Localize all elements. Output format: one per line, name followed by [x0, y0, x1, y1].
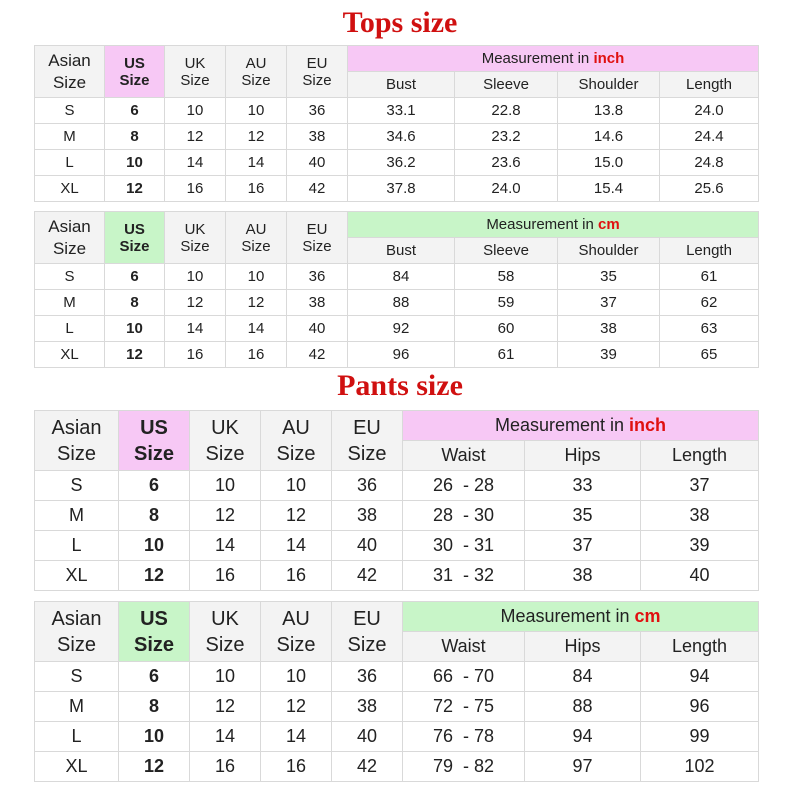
measurement-inch-header: Measurement in inch: [403, 411, 759, 441]
au-size-cell: 12: [226, 290, 287, 316]
asian-size-cell: S: [35, 98, 105, 124]
length-cell: 24.4: [660, 124, 759, 150]
table-row: [35, 501, 759, 531]
waist-cell: 30 - 31: [403, 531, 525, 561]
length-cell: 61: [660, 264, 759, 290]
asian-size-cell: XL: [35, 176, 105, 202]
pants-cm-table: [34, 601, 759, 782]
length-cell: 96: [641, 692, 759, 722]
uk-size-cell: 10: [165, 264, 226, 290]
waist-cell: 72 - 75: [403, 692, 525, 722]
us-size-header: US Size: [105, 212, 165, 264]
asian-size-cell: M: [35, 290, 105, 316]
hips-cell: 37: [525, 531, 641, 561]
au-size-cell: 12: [261, 501, 332, 531]
uk-size-header: UK Size: [165, 212, 226, 264]
length-cell: 94: [641, 662, 759, 692]
us-size-cell: 12: [119, 752, 190, 782]
eu-size-cell: 36: [287, 98, 348, 124]
hips-cell: 94: [525, 722, 641, 752]
shoulder-cell: 13.8: [558, 98, 660, 124]
uk-size-header: UK Size: [190, 411, 261, 471]
measurement-cm-header: Measurement in cm: [403, 602, 759, 632]
uk-size-cell: 16: [165, 176, 226, 202]
us-size-cell: 12: [105, 176, 165, 202]
hips-cell: 88: [525, 692, 641, 722]
table-row: [35, 531, 759, 561]
eu-size-header: EU Size: [287, 46, 348, 98]
asian-size-cell: S: [35, 264, 105, 290]
us-size-cell: 6: [119, 471, 190, 501]
us-size-cell: 10: [119, 531, 190, 561]
asian-size-cell: S: [35, 662, 119, 692]
length-cell: 102: [641, 752, 759, 782]
us-size-cell: 10: [119, 722, 190, 752]
uk-size-cell: 10: [165, 98, 226, 124]
length-cell: 24.0: [660, 98, 759, 124]
table-row: [35, 752, 759, 782]
uk-size-cell: 12: [190, 501, 261, 531]
asian-size-cell: M: [35, 501, 119, 531]
hips-cell: 33: [525, 471, 641, 501]
length-cell: 63: [660, 316, 759, 342]
bust-cell: 84: [348, 264, 455, 290]
col-sleeve: Sleeve: [455, 72, 558, 98]
us-size-cell: 8: [105, 290, 165, 316]
au-size-cell: 12: [226, 124, 287, 150]
hips-cell: 84: [525, 662, 641, 692]
us-size-cell: 12: [105, 342, 165, 368]
uk-size-cell: 16: [190, 752, 261, 782]
asian-size-cell: S: [35, 471, 119, 501]
asian-size-header: Asian Size: [35, 602, 119, 662]
asian-size-cell: L: [35, 150, 105, 176]
au-size-cell: 12: [261, 692, 332, 722]
length-cell: 24.8: [660, 150, 759, 176]
uk-size-header: UK Size: [190, 602, 261, 662]
col-hips: Hips: [525, 632, 641, 662]
table-row: [35, 692, 759, 722]
eu-size-cell: 38: [332, 692, 403, 722]
pants-inch-table: [34, 410, 759, 591]
us-size-cell: 8: [119, 692, 190, 722]
sleeve-cell: 60: [455, 316, 558, 342]
table-row: [35, 722, 759, 752]
eu-size-cell: 42: [287, 342, 348, 368]
table-row: [35, 561, 759, 591]
us-size-header: US Size: [119, 411, 190, 471]
us-size-cell: 8: [105, 124, 165, 150]
table-row: [35, 316, 759, 342]
bust-cell: 92: [348, 316, 455, 342]
measurement-cm-header: Measurement in cm: [348, 212, 759, 238]
col-shoulder: Shoulder: [558, 238, 660, 264]
col-length: Length: [660, 238, 759, 264]
col-bust: Bust: [348, 72, 455, 98]
uk-size-cell: 12: [165, 124, 226, 150]
asian-size-header: Asian Size: [35, 212, 105, 264]
col-length: Length: [641, 441, 759, 471]
shoulder-cell: 39: [558, 342, 660, 368]
au-size-header: AU Size: [226, 46, 287, 98]
table-row: [35, 342, 759, 368]
uk-size-cell: 10: [190, 662, 261, 692]
us-size-cell: 8: [119, 501, 190, 531]
shoulder-cell: 15.0: [558, 150, 660, 176]
table-row: [35, 264, 759, 290]
shoulder-cell: 14.6: [558, 124, 660, 150]
bust-cell: 36.2: [348, 150, 455, 176]
length-cell: 40: [641, 561, 759, 591]
asian-size-cell: XL: [35, 561, 119, 591]
length-cell: 37: [641, 471, 759, 501]
measurement-inch-header: Measurement in inch: [348, 46, 759, 72]
au-size-cell: 10: [261, 471, 332, 501]
eu-size-cell: 40: [287, 316, 348, 342]
us-size-cell: 10: [105, 316, 165, 342]
col-shoulder: Shoulder: [558, 72, 660, 98]
table-row: [35, 150, 759, 176]
tops-cm-table: [34, 211, 759, 368]
asian-size-cell: XL: [35, 342, 105, 368]
length-cell: 62: [660, 290, 759, 316]
col-bust: Bust: [348, 238, 455, 264]
shoulder-cell: 37: [558, 290, 660, 316]
waist-cell: 79 - 82: [403, 752, 525, 782]
au-size-cell: 16: [261, 561, 332, 591]
us-size-cell: 6: [105, 98, 165, 124]
length-cell: 38: [641, 501, 759, 531]
eu-size-cell: 40: [332, 531, 403, 561]
asian-size-cell: L: [35, 316, 105, 342]
table-row: [35, 471, 759, 501]
length-cell: 25.6: [660, 176, 759, 202]
table-row: [35, 124, 759, 150]
hips-cell: 38: [525, 561, 641, 591]
table-row: [35, 290, 759, 316]
shoulder-cell: 35: [558, 264, 660, 290]
eu-size-header: EU Size: [287, 212, 348, 264]
table-row: [35, 98, 759, 124]
uk-size-cell: 12: [190, 692, 261, 722]
asian-size-cell: XL: [35, 752, 119, 782]
col-hips: Hips: [525, 441, 641, 471]
asian-size-header: Asian Size: [35, 411, 119, 471]
eu-size-cell: 38: [287, 124, 348, 150]
uk-size-cell: 14: [165, 150, 226, 176]
bust-cell: 37.8: [348, 176, 455, 202]
au-size-cell: 16: [261, 752, 332, 782]
uk-size-cell: 10: [190, 471, 261, 501]
au-size-header: AU Size: [226, 212, 287, 264]
hips-cell: 97: [525, 752, 641, 782]
shoulder-cell: 15.4: [558, 176, 660, 202]
sleeve-cell: 23.2: [455, 124, 558, 150]
table-row: [35, 176, 759, 202]
au-size-cell: 14: [261, 722, 332, 752]
waist-cell: 76 - 78: [403, 722, 525, 752]
au-size-cell: 14: [261, 531, 332, 561]
length-cell: 99: [641, 722, 759, 752]
shoulder-cell: 38: [558, 316, 660, 342]
sleeve-cell: 59: [455, 290, 558, 316]
au-size-cell: 10: [226, 264, 287, 290]
asian-size-cell: L: [35, 722, 119, 752]
uk-size-cell: 14: [190, 531, 261, 561]
uk-size-header: UK Size: [165, 46, 226, 98]
asian-size-header: Asian Size: [35, 46, 105, 98]
au-size-cell: 10: [261, 662, 332, 692]
au-size-header: AU Size: [261, 411, 332, 471]
col-waist: Waist: [403, 441, 525, 471]
eu-size-cell: 36: [332, 471, 403, 501]
waist-cell: 66 - 70: [403, 662, 525, 692]
us-size-header: US Size: [119, 602, 190, 662]
length-cell: 65: [660, 342, 759, 368]
eu-size-cell: 38: [332, 501, 403, 531]
eu-size-cell: 40: [287, 150, 348, 176]
eu-size-cell: 42: [287, 176, 348, 202]
uk-size-cell: 16: [165, 342, 226, 368]
us-size-header: US Size: [105, 46, 165, 98]
uk-size-cell: 12: [165, 290, 226, 316]
us-size-cell: 12: [119, 561, 190, 591]
col-length: Length: [660, 72, 759, 98]
uk-size-cell: 14: [165, 316, 226, 342]
col-sleeve: Sleeve: [455, 238, 558, 264]
eu-size-cell: 36: [332, 662, 403, 692]
us-size-cell: 6: [105, 264, 165, 290]
sleeve-cell: 23.6: [455, 150, 558, 176]
asian-size-cell: M: [35, 124, 105, 150]
sleeve-cell: 61: [455, 342, 558, 368]
waist-cell: 31 - 32: [403, 561, 525, 591]
bust-cell: 96: [348, 342, 455, 368]
tops-inch-table: [34, 45, 759, 202]
pants-title: Pants size: [337, 369, 463, 402]
eu-size-cell: 42: [332, 561, 403, 591]
asian-size-cell: M: [35, 692, 119, 722]
us-size-cell: 10: [105, 150, 165, 176]
eu-size-header: EU Size: [332, 411, 403, 471]
eu-size-header: EU Size: [332, 602, 403, 662]
us-size-cell: 6: [119, 662, 190, 692]
bust-cell: 33.1: [348, 98, 455, 124]
tops-title: Tops size: [342, 6, 458, 39]
table-row: [35, 662, 759, 692]
hips-cell: 35: [525, 501, 641, 531]
au-size-cell: 14: [226, 316, 287, 342]
bust-cell: 34.6: [348, 124, 455, 150]
waist-cell: 26 - 28: [403, 471, 525, 501]
uk-size-cell: 16: [190, 561, 261, 591]
sleeve-cell: 24.0: [455, 176, 558, 202]
sleeve-cell: 22.8: [455, 98, 558, 124]
au-size-cell: 14: [226, 150, 287, 176]
bust-cell: 88: [348, 290, 455, 316]
waist-cell: 28 - 30: [403, 501, 525, 531]
eu-size-cell: 40: [332, 722, 403, 752]
col-length: Length: [641, 632, 759, 662]
au-size-cell: 16: [226, 342, 287, 368]
length-cell: 39: [641, 531, 759, 561]
eu-size-cell: 42: [332, 752, 403, 782]
sleeve-cell: 58: [455, 264, 558, 290]
eu-size-cell: 36: [287, 264, 348, 290]
au-size-header: AU Size: [261, 602, 332, 662]
col-waist: Waist: [403, 632, 525, 662]
asian-size-cell: L: [35, 531, 119, 561]
eu-size-cell: 38: [287, 290, 348, 316]
uk-size-cell: 14: [190, 722, 261, 752]
au-size-cell: 10: [226, 98, 287, 124]
au-size-cell: 16: [226, 176, 287, 202]
